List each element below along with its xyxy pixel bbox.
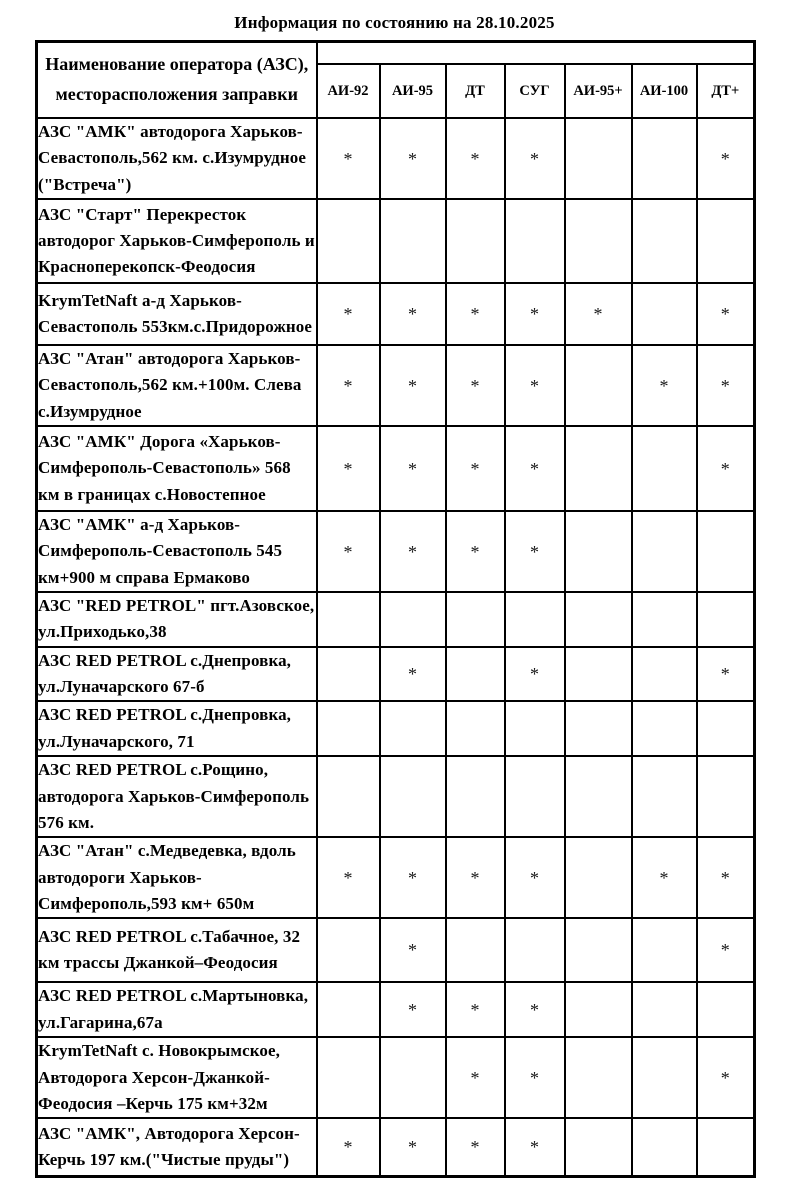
table-row bbox=[37, 756, 755, 837]
fuel-availability-cell bbox=[632, 647, 697, 702]
station-name-cell: АЗС "АМК" а-д Харьков-Симферополь-Севастополь 545 км+900 м справа Ермаково bbox=[37, 511, 317, 592]
fuel-availability-cell bbox=[446, 199, 505, 283]
fuel-availability-cell: * bbox=[632, 837, 697, 918]
fuel-availability-cell bbox=[632, 426, 697, 511]
fuel-availability-cell bbox=[446, 918, 505, 982]
fuel-availability-cell bbox=[632, 283, 697, 345]
fuel-availability-cell bbox=[697, 756, 755, 837]
fuel-availability-cell bbox=[632, 1118, 697, 1176]
table-row bbox=[37, 647, 755, 702]
fuel-availability-cell bbox=[565, 1118, 632, 1176]
fuel-availability-cell bbox=[317, 592, 380, 647]
fuel-availability-cell bbox=[317, 756, 380, 837]
fuel-column-header-ai95: АИ-95 bbox=[380, 64, 446, 118]
table-row bbox=[37, 511, 755, 592]
station-name-cell: KrymTetNaft с. Новокрымское, Автодорога Херсон-Джанкой-Феодосия –Керчь 175 км+32м bbox=[37, 1037, 317, 1118]
fuel-availability-cell: * bbox=[505, 511, 565, 592]
fuel-availability-table bbox=[35, 40, 756, 1178]
fuel-availability-cell bbox=[697, 199, 755, 283]
fuel-availability-cell bbox=[565, 918, 632, 982]
fuel-availability-cell bbox=[697, 511, 755, 592]
fuel-availability-cell bbox=[632, 701, 697, 756]
fuel-availability-cell: * bbox=[446, 426, 505, 511]
fuel-availability-cell: * bbox=[697, 1037, 755, 1118]
fuel-availability-cell bbox=[565, 837, 632, 918]
fuel-availability-cell: * bbox=[380, 118, 446, 199]
fuel-availability-cell: * bbox=[446, 982, 505, 1037]
station-name-cell: АЗС RED PETROL с.Днепровка, ул.Луначарского 67-б bbox=[37, 647, 317, 702]
fuel-availability-cell: * bbox=[317, 837, 380, 918]
fuel-availability-cell: * bbox=[505, 837, 565, 918]
fuel-column-header-sug: СУГ bbox=[505, 64, 565, 118]
fuel-availability-cell: * bbox=[380, 426, 446, 511]
fuel-column-header-dt: ДТ bbox=[446, 64, 505, 118]
fuel-availability-cell: * bbox=[380, 345, 446, 426]
fuel-availability-cell bbox=[565, 592, 632, 647]
fuel-availability-cell: * bbox=[380, 647, 446, 702]
fuel-availability-cell: * bbox=[446, 511, 505, 592]
fuel-availability-cell bbox=[565, 118, 632, 199]
empty-header-cell bbox=[317, 42, 755, 65]
fuel-availability-cell bbox=[505, 756, 565, 837]
fuel-availability-cell bbox=[380, 756, 446, 837]
station-name-cell: АЗС "Атан" автодорога Харьков-Севастополь,562 км.+100м. Слева с.Изумрудное bbox=[37, 345, 317, 426]
station-name-cell: АЗС RED PETROL с.Табачное, 32 км трассы Джанкой–Феодосия bbox=[37, 918, 317, 982]
fuel-availability-cell: * bbox=[446, 1118, 505, 1176]
table-row bbox=[37, 1118, 755, 1176]
table-row bbox=[37, 1037, 755, 1118]
fuel-availability-cell bbox=[505, 199, 565, 283]
fuel-availability-cell bbox=[446, 701, 505, 756]
fuel-availability-cell bbox=[632, 1037, 697, 1118]
fuel-availability-cell bbox=[317, 982, 380, 1037]
fuel-availability-cell bbox=[632, 982, 697, 1037]
fuel-column-header-dtplus: ДТ+ bbox=[697, 64, 755, 118]
fuel-availability-cell bbox=[697, 1118, 755, 1176]
fuel-availability-cell bbox=[565, 982, 632, 1037]
fuel-availability-cell: * bbox=[505, 982, 565, 1037]
station-name-cell: АЗС "АМК", Автодорога Херсон-Керчь 197 км.("Чистые пруды") bbox=[37, 1118, 317, 1176]
fuel-availability-cell: * bbox=[697, 426, 755, 511]
station-name-cell: АЗС RED PETROL с.Мартыновка, ул.Гагарина,67а bbox=[37, 982, 317, 1037]
table-row bbox=[37, 918, 755, 982]
fuel-availability-cell: * bbox=[317, 511, 380, 592]
fuel-availability-cell: * bbox=[697, 283, 755, 345]
fuel-availability-cell bbox=[632, 756, 697, 837]
page-title: Информация по состоянию на 28.10.2025 bbox=[234, 13, 555, 32]
fuel-availability-cell bbox=[446, 592, 505, 647]
fuel-availability-cell bbox=[565, 199, 632, 283]
fuel-availability-cell: * bbox=[380, 511, 446, 592]
fuel-availability-cell: * bbox=[446, 1037, 505, 1118]
table-row bbox=[37, 199, 755, 283]
fuel-availability-cell: * bbox=[505, 118, 565, 199]
fuel-availability-cell bbox=[317, 647, 380, 702]
fuel-availability-cell bbox=[380, 701, 446, 756]
fuel-availability-cell bbox=[632, 918, 697, 982]
station-name-cell: АЗС RED PETROL с.Днепровка, ул.Луначарского, 71 bbox=[37, 701, 317, 756]
fuel-availability-cell: * bbox=[446, 345, 505, 426]
fuel-availability-cell bbox=[565, 345, 632, 426]
fuel-availability-cell bbox=[632, 592, 697, 647]
fuel-availability-cell: * bbox=[505, 1118, 565, 1176]
fuel-availability-cell bbox=[317, 199, 380, 283]
fuel-availability-cell bbox=[317, 701, 380, 756]
fuel-availability-cell: * bbox=[697, 345, 755, 426]
table-row bbox=[37, 118, 755, 199]
table-row bbox=[37, 345, 755, 426]
fuel-availability-cell bbox=[380, 199, 446, 283]
fuel-availability-cell bbox=[446, 647, 505, 702]
fuel-availability-cell: * bbox=[380, 283, 446, 345]
fuel-availability-cell bbox=[380, 1037, 446, 1118]
fuel-column-header-ai92: АИ-92 bbox=[317, 64, 380, 118]
table-row bbox=[37, 592, 755, 647]
header-row-top bbox=[37, 42, 755, 65]
fuel-availability-cell bbox=[565, 1037, 632, 1118]
table-row bbox=[37, 837, 755, 918]
table-row bbox=[37, 426, 755, 511]
fuel-availability-cell: * bbox=[380, 1118, 446, 1176]
fuel-availability-cell: * bbox=[446, 118, 505, 199]
fuel-availability-cell bbox=[505, 918, 565, 982]
fuel-availability-cell: * bbox=[505, 426, 565, 511]
fuel-column-header-ai100: АИ-100 bbox=[632, 64, 697, 118]
station-name-cell: АЗС "Старт" Перекресток автодорог Харьков-Симферополь и Красноперекопск-Феодосия bbox=[37, 199, 317, 283]
fuel-availability-cell: * bbox=[697, 118, 755, 199]
fuel-availability-cell: * bbox=[565, 283, 632, 345]
fuel-availability-cell bbox=[317, 918, 380, 982]
fuel-availability-cell: * bbox=[697, 918, 755, 982]
table-row bbox=[37, 982, 755, 1037]
fuel-availability-cell: * bbox=[380, 918, 446, 982]
fuel-availability-cell bbox=[565, 756, 632, 837]
operator-name-column-header: Наименование оператора (АЗС), месторасположения заправки bbox=[37, 42, 317, 119]
fuel-availability-cell bbox=[697, 982, 755, 1037]
fuel-availability-cell bbox=[697, 592, 755, 647]
fuel-availability-cell: * bbox=[505, 647, 565, 702]
fuel-availability-cell: * bbox=[380, 982, 446, 1037]
fuel-availability-cell: * bbox=[505, 345, 565, 426]
station-name-cell: АЗС "RED PETROL" пгт.Азовское, ул.Приходько,38 bbox=[37, 592, 317, 647]
fuel-availability-cell: * bbox=[317, 426, 380, 511]
fuel-availability-cell: * bbox=[317, 283, 380, 345]
station-name-cell: АЗС "АМК" автодорога Харьков-Севастополь,562 км. с.Изумрудное ("Встреча") bbox=[37, 118, 317, 199]
fuel-availability-cell: * bbox=[317, 1118, 380, 1176]
station-name-cell: АЗС "АМК" Дорога «Харьков-Симферополь-Севастополь» 568 км в границах с.Новостепное bbox=[37, 426, 317, 511]
fuel-availability-cell bbox=[565, 701, 632, 756]
table-row bbox=[37, 701, 755, 756]
fuel-availability-cell: * bbox=[505, 283, 565, 345]
fuel-availability-cell bbox=[632, 199, 697, 283]
table-row bbox=[37, 283, 755, 345]
fuel-availability-cell bbox=[565, 647, 632, 702]
fuel-availability-cell: * bbox=[446, 283, 505, 345]
fuel-availability-cell bbox=[697, 701, 755, 756]
station-name-cell: KrymTetNaft а-д Харьков-Севастополь 553км.с.Придорожное bbox=[37, 283, 317, 345]
fuel-availability-cell bbox=[505, 701, 565, 756]
fuel-availability-cell: * bbox=[317, 118, 380, 199]
fuel-availability-cell bbox=[317, 1037, 380, 1118]
fuel-availability-cell bbox=[505, 592, 565, 647]
fuel-column-header-ai95plus: АИ-95+ bbox=[565, 64, 632, 118]
station-name-cell: АЗС "Атан" с.Медведевка, вдоль автодороги Харьков-Симферополь,593 км+ 650м bbox=[37, 837, 317, 918]
fuel-availability-cell bbox=[632, 511, 697, 592]
fuel-availability-cell: * bbox=[697, 647, 755, 702]
fuel-availability-cell bbox=[446, 756, 505, 837]
fuel-availability-cell bbox=[565, 511, 632, 592]
fuel-availability-cell bbox=[380, 592, 446, 647]
fuel-availability-cell: * bbox=[446, 837, 505, 918]
fuel-availability-cell: * bbox=[380, 837, 446, 918]
fuel-availability-cell: * bbox=[697, 837, 755, 918]
fuel-availability-cell: * bbox=[317, 345, 380, 426]
fuel-availability-cell bbox=[565, 426, 632, 511]
fuel-availability-cell: * bbox=[505, 1037, 565, 1118]
fuel-availability-cell: * bbox=[632, 345, 697, 426]
station-name-cell: АЗС RED PETROL с.Рощино, автодорога Харьков-Симферополь 576 км. bbox=[37, 756, 317, 837]
fuel-availability-cell bbox=[632, 118, 697, 199]
